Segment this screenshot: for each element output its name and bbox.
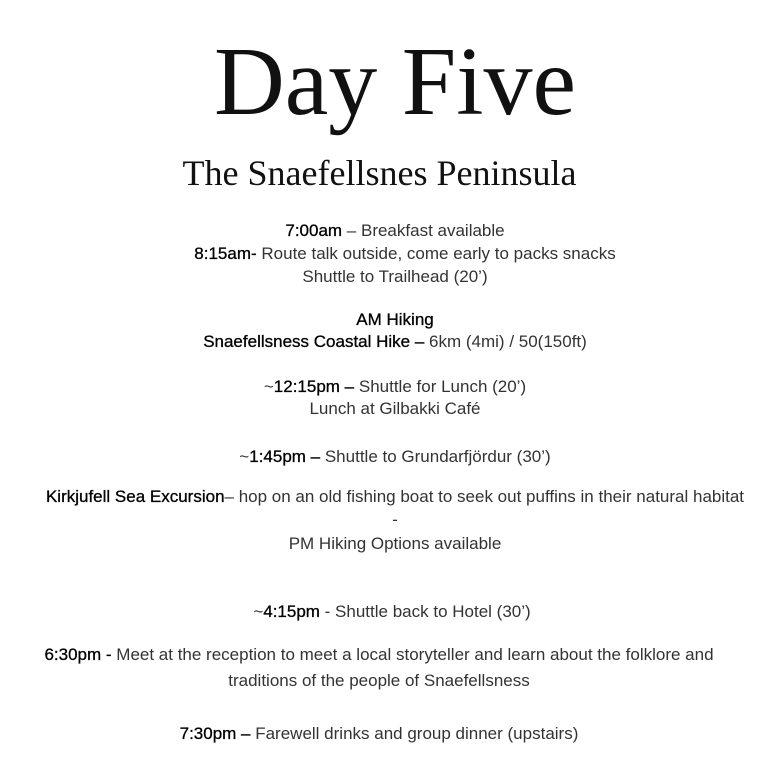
farewell-dinner-item	[0, 724, 758, 744]
time-label: 1:45pm –	[249, 447, 321, 466]
event-text: Lunch at Gilbakki Café	[309, 399, 481, 418]
time-label: 12:15pm –	[273, 377, 355, 396]
event-text: Farewell drinks and group dinner (upstairs)	[250, 724, 579, 743]
time-label: 7:00am	[285, 221, 343, 240]
time-label: 6:30pm -	[44, 645, 112, 664]
storyteller-line-2	[0, 671, 758, 691]
separator-text: -	[392, 510, 398, 529]
event-text: – Breakfast available	[342, 221, 505, 240]
time-label: 8:15am-	[194, 244, 257, 263]
time-label: 7:30pm –	[179, 724, 251, 743]
activity-label: Kirkjufell Sea Excursion	[45, 487, 225, 506]
event-text: Meet at the reception to meet a local storyteller and learn about the folklore and	[111, 645, 714, 664]
page-subtitle: The Snaefellsnes Peninsula	[182, 153, 577, 193]
event-text: PM Hiking Options available	[288, 534, 502, 553]
event-text: Shuttle to Grundarfjördur (30’)	[320, 447, 551, 466]
event-text: Route talk outside, come early to packs snacks	[256, 244, 616, 263]
event-text-continued: traditions of the people of Snaefellsness	[228, 671, 530, 690]
sea-excursion-item	[14, 487, 776, 507]
pm-hiking-item	[14, 534, 776, 554]
route-talk-item	[34, 244, 776, 264]
event-text: Shuttle for Lunch (20’)	[354, 377, 527, 396]
storyteller-line-1	[0, 645, 758, 665]
hotel-shuttle-item	[8, 602, 776, 622]
coastal-hike-item	[14, 332, 776, 352]
separator-dash	[14, 510, 776, 530]
event-text: 6km (4mi) / 50(150ft)	[424, 332, 587, 351]
event-text: - Shuttle back to Hotel (30’)	[319, 602, 531, 621]
section-heading: AM Hiking	[356, 310, 434, 329]
approx-prefix: ~	[263, 377, 274, 396]
grundarfjordur-shuttle-item	[14, 447, 776, 467]
am-hiking-heading	[14, 310, 776, 330]
approx-prefix: ~	[253, 602, 264, 621]
approx-prefix: ~	[239, 447, 250, 466]
breakfast-item	[14, 221, 776, 241]
lunch-location-item	[14, 399, 776, 419]
activity-label: Snaefellsness Coastal Hike –	[203, 332, 425, 351]
event-text: Shuttle to Trailhead (20’)	[302, 267, 488, 286]
page-title: Day Five	[214, 28, 576, 136]
event-text: – hop on an old fishing boat to seek out puffins in their natural habitat	[224, 487, 745, 506]
time-label: 4:15pm	[263, 602, 320, 621]
lunch-shuttle-item	[14, 377, 776, 397]
shuttle-trailhead-item	[14, 267, 776, 287]
